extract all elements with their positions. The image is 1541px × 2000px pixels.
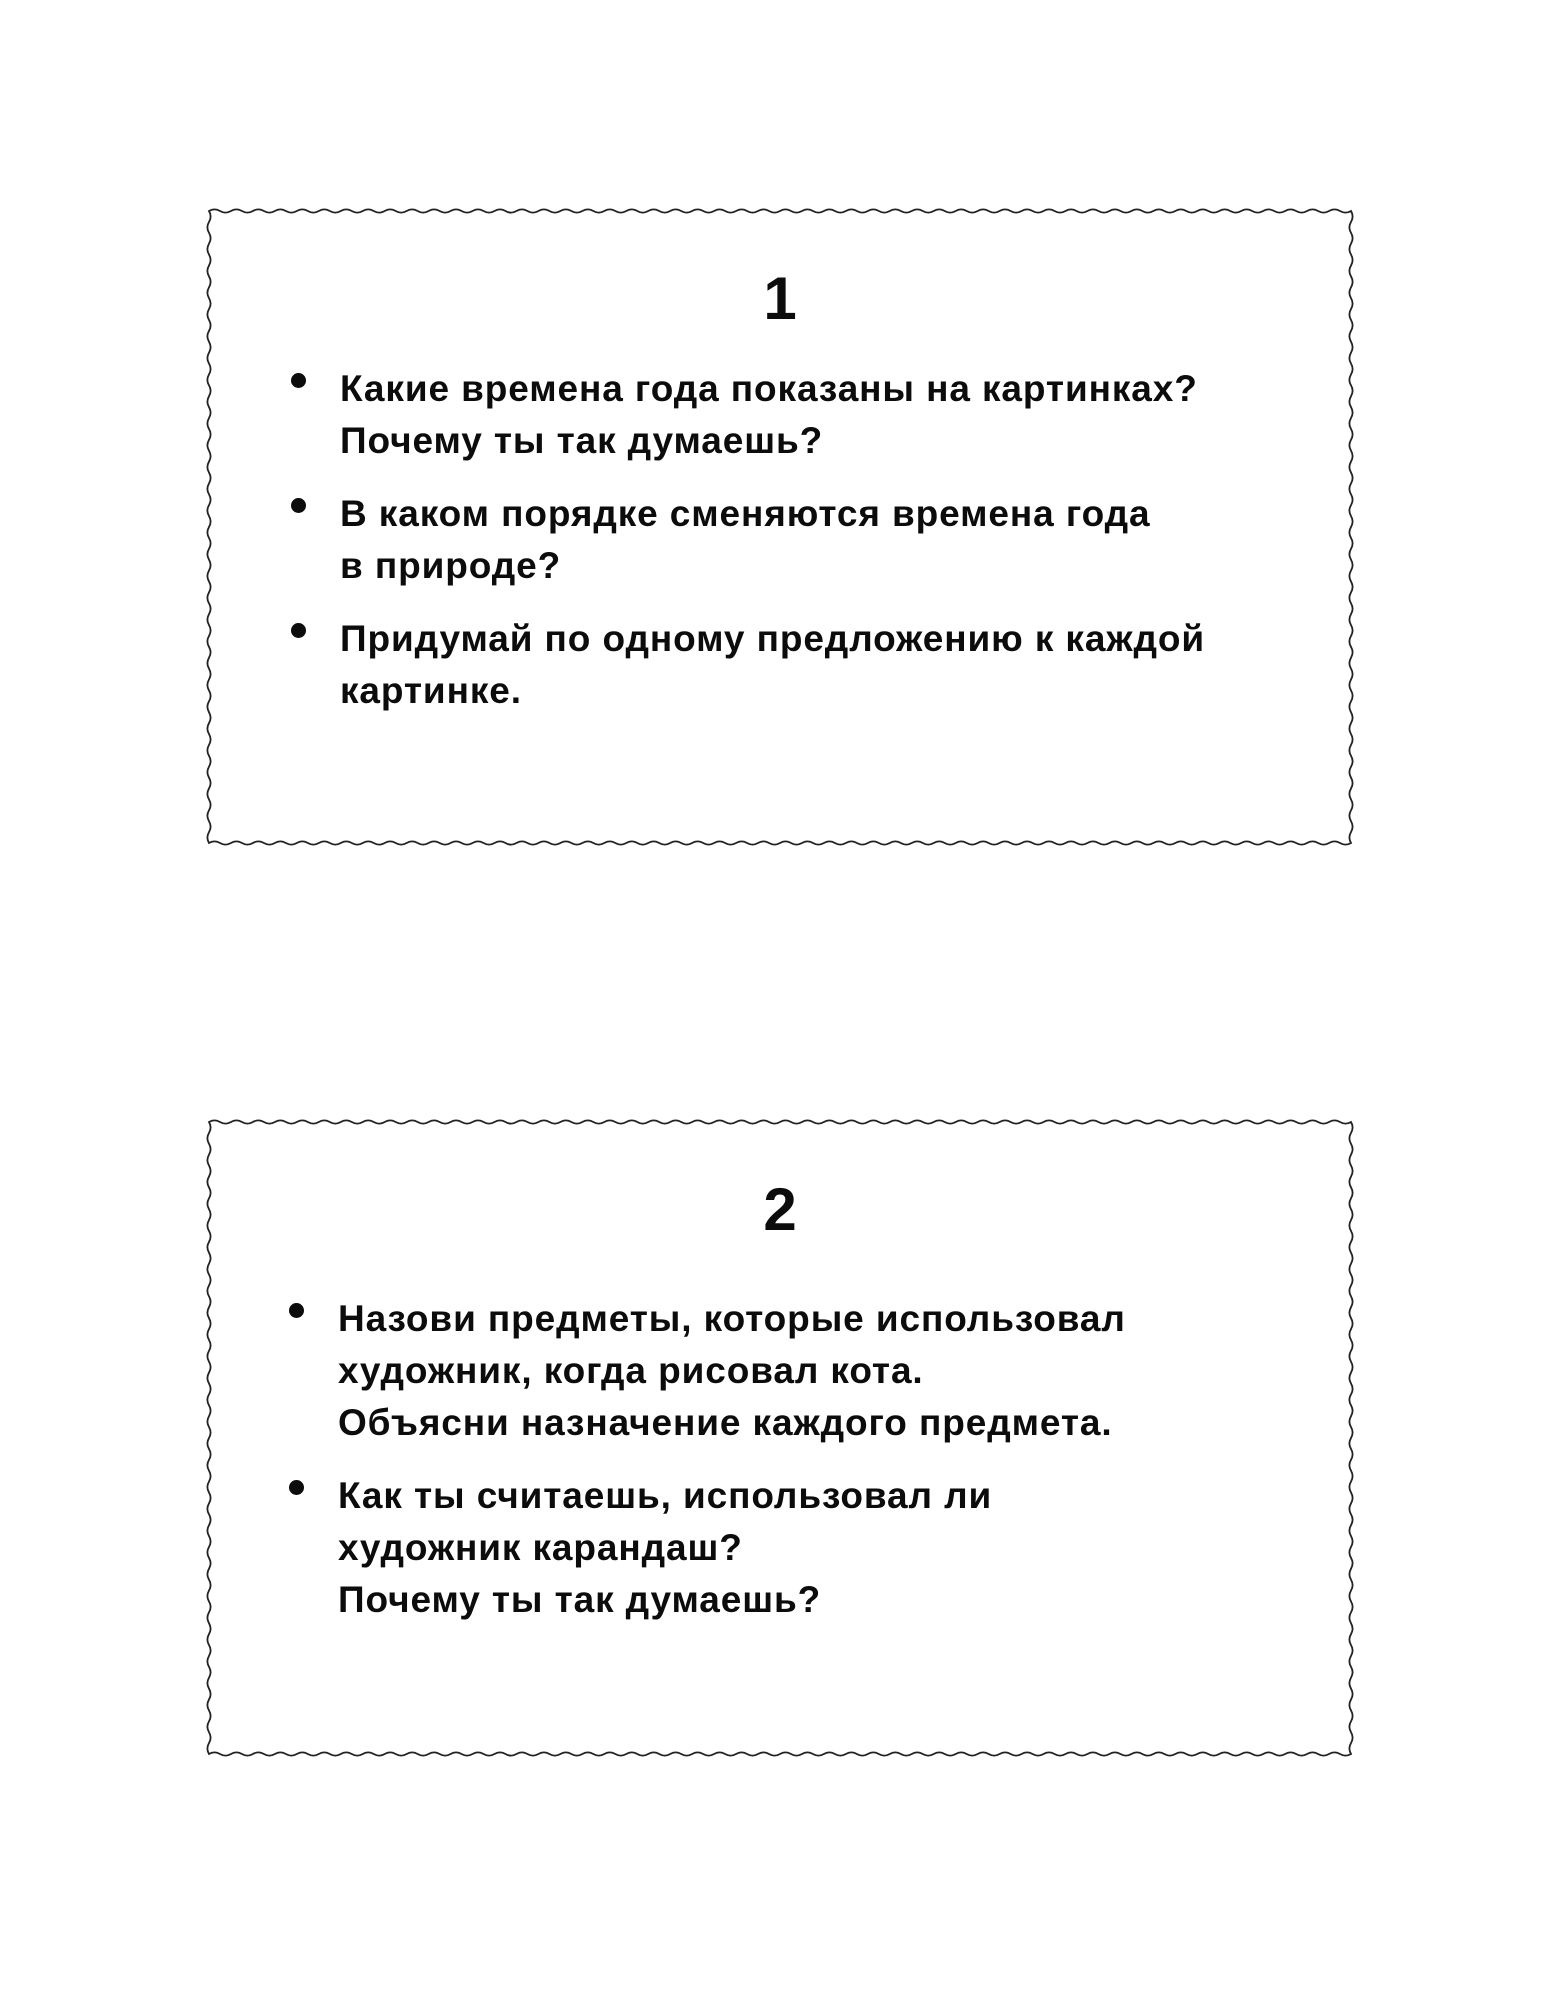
question-line: Объясни назначение каждого предмета. bbox=[338, 1402, 1113, 1443]
card-number: 2 bbox=[763, 1176, 797, 1243]
question-line: Придумай по одному предложению к каждой bbox=[340, 618, 1205, 659]
question-line: Назови предметы, которые использовал bbox=[338, 1298, 1126, 1339]
question-line: художник карандаш? bbox=[338, 1527, 743, 1568]
question-item bbox=[285, 363, 1205, 467]
question-line: картинке. bbox=[340, 670, 522, 711]
bullet-icon bbox=[289, 1480, 304, 1495]
question-line: художник, когда рисовал кота. bbox=[338, 1350, 924, 1391]
question-line: Как ты считаешь, использовал ли bbox=[338, 1475, 993, 1516]
task-card-1 bbox=[205, 207, 1355, 847]
question-line: В каком порядке сменяются времена года bbox=[340, 493, 1151, 534]
bullet-icon bbox=[291, 498, 306, 513]
question-item bbox=[285, 613, 1205, 717]
card-number: 1 bbox=[763, 265, 797, 332]
bullet-icon bbox=[291, 623, 306, 638]
question-line: Почему ты так думаешь? bbox=[340, 420, 824, 461]
question-line: Какие времена года показаны на картинках? bbox=[340, 368, 1198, 409]
question-line: в природе? bbox=[340, 545, 562, 586]
question-item bbox=[285, 488, 1205, 592]
task-card-2 bbox=[205, 1118, 1355, 1758]
question-line: Почему ты так думаешь? bbox=[338, 1579, 822, 1620]
question-item bbox=[283, 1293, 1126, 1449]
question-item bbox=[283, 1470, 1126, 1626]
bullet-icon bbox=[291, 373, 306, 388]
bullet-icon bbox=[289, 1303, 304, 1318]
question-list bbox=[283, 1293, 1126, 1647]
question-list bbox=[285, 363, 1205, 738]
